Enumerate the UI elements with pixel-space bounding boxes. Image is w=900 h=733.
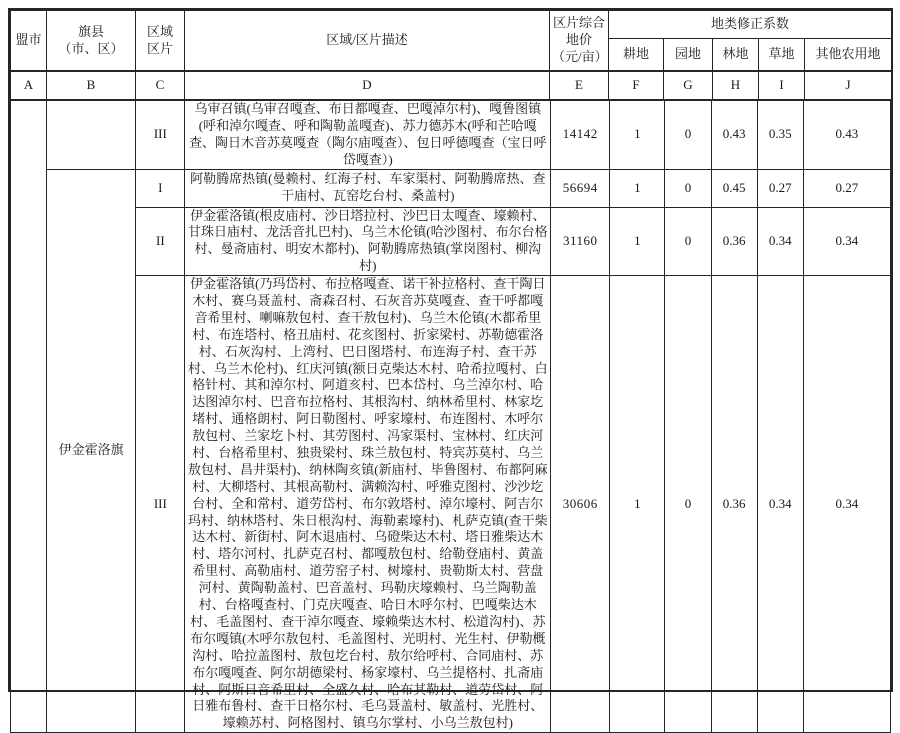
- cell-coeff-cultivated: 1: [610, 276, 665, 733]
- column-letter-h: H: [713, 72, 759, 100]
- cell-price: 31160: [551, 207, 610, 276]
- header-banner-line1: 旗县: [77, 23, 104, 39]
- header-coeff-group: 地类修正系数: [609, 11, 892, 39]
- cell-zone: II: [136, 207, 185, 276]
- header-banner-line2: （市、区）: [58, 40, 124, 56]
- cell-price: 56694: [551, 169, 610, 207]
- table-body: [10, 100, 891, 733]
- cell-coeff-other: 0.43: [803, 101, 890, 170]
- table-row: [11, 207, 891, 276]
- cell-price: 30606: [551, 276, 610, 733]
- header-price-line1: 区片综合: [552, 15, 605, 31]
- cell-zone: III: [136, 276, 185, 733]
- header-zone-line2: 区片: [146, 40, 173, 56]
- column-letter-d: D: [185, 72, 550, 100]
- header-zone-line1: 区域: [146, 23, 173, 39]
- cell-coeff-grassland: 0.34: [757, 276, 803, 733]
- cell-coeff-grassland: 0.34: [757, 207, 803, 276]
- column-letter-g: G: [664, 72, 713, 100]
- cell-coeff-forest: 0.36: [711, 207, 757, 276]
- cell-description: 伊金霍洛镇(根皮庙村、沙日塔拉村、沙巴日太嘎查、壕赖村、甘珠日庙村、龙活音扎巴村)、乌兰木伦镇(哈沙图村、布尔台格村、曼斋庙村、明安木都村)、阿勒腾席热镇(掌岗图村、柳沟村): [185, 207, 551, 276]
- table-row: [11, 169, 891, 207]
- header-price-line3: （元/亩）: [552, 48, 608, 64]
- table-row: [11, 276, 891, 733]
- header-coeff-garden: 园地: [664, 39, 713, 71]
- column-letter-b: B: [47, 72, 136, 100]
- cell-coeff-cultivated: 1: [610, 169, 665, 207]
- cell-zone: III: [136, 101, 185, 170]
- header-league: 盟市: [11, 11, 47, 71]
- header-price: [550, 11, 609, 71]
- cell-description: 乌审召镇(乌审召嘎查、布日都嘎查、巴嘎淖尔村)、嘎鲁图镇(呼和淖尔嘎查、呼和陶勒盖嘎查)、苏力德苏木(呼和芒哈嘎查、陶日木音苏莫嘎查（陶尔庙嘎查）、包日呼德嘎查（宝日呼岱嘎查）): [185, 101, 551, 170]
- cell-price: 14142: [551, 101, 610, 170]
- cell-banner-empty: [47, 101, 136, 170]
- cell-league: [11, 101, 47, 733]
- table-header: [10, 10, 892, 71]
- header-price-line2: 地价: [565, 32, 592, 48]
- cell-coeff-forest: 0.43: [711, 101, 757, 170]
- cell-coeff-cultivated: 1: [610, 101, 665, 170]
- column-letter-i: I: [759, 72, 805, 100]
- header-description: 区域/区片描述: [185, 11, 550, 71]
- land-price-table: [8, 8, 893, 731]
- cell-coeff-other: 0.34: [803, 207, 890, 276]
- cell-coeff-cultivated: 1: [610, 207, 665, 276]
- cell-coeff-grassland: 0.27: [757, 169, 803, 207]
- cell-description: 伊金霍洛镇(乃玛岱村、布拉格嘎查、诺干补拉格村、查干陶日木村、赛乌聂盖村、斋森召村、石灰音苏莫嘎查、查干呼都嘎音希里村、喇嘛敖包村、查干敖包村)、乌兰木伦镇(木都希里村、布连塔村、格丑庙村、花亥图村、折家梁村、苏勒德霍洛村、石灰沟村、上湾村、巴日图塔村、布连海子村、查干苏村、乌兰木伦村)、红庆河镇(额日克柴达木村、哈希拉嘎村、白格针村、其和淖尔村、阿道亥村、巴本岱村、乌兰淖尔村、哈达图淖尔村、巴音布拉格村、其根沟村、纳林希里村、林家圪堵村、通格朗村、阿日勒图村、呼家壕村、布连图村、木呼尔敖包村、兰家圪卜村、其劳图村、冯家渠村、宝林村、红庆河村、台格希里村、独贵梁村、珠兰敖包村、特宾苏莫村、乌兰敖包村、昌井渠村)、纳林陶亥镇(新庙村、毕鲁图村、布都阿麻村、大柳塔村、其根高勒村、满赖沟村、呼雅克图村、沙沙圪台村、全和常村、道劳岱村、布尔敦塔村、淖尔壕村、阿吉尔玛村、纳林塔村、朱日根沟村、海勒素壕村)、札萨克镇(查干柴达木村、新街村、阿木退庙村、乌磴柴达木村、塔日雅柴达木村、塔尔河村、扎萨克召村、都嘎敖包村、给勒登庙村、黄盖希里村、高勒庙村、道劳窑子村、树壕村、贵勒斯太村、营盘河村、黄陶勒盖村、巴音盖村、玛勒庆壕赖村、乌兰陶勒盖村、台格嘎查村、门克庆嘎查、哈日木呼尔村、巴嘎柴达木村、毛盖图村、查干淖尔嘎查、壕赖柴达木村、松道沟村)、苏布尔嘎镇(木呼尔敖包村、毛盖图村、光明村、光生村、伊勒概沟村、哈拉盖图村、敖包圪台村、敖尔给呼村、合同庙村、苏布尔嘎嘎查、阿尔胡德梁村、杨家壕村、乌兰提格村、扎斋庙村、阿斯日音希里村、全盛久村、哈布其勒村、道劳岱村、阿日雅布鲁村、查干日格尔村、毛乌聂盖村、敏盖村、光胜村、壕赖苏村、阿格图村、镇乌尔掌村、小乌兰敖包村): [185, 276, 551, 733]
- cell-coeff-other: 0.27: [803, 169, 890, 207]
- cell-coeff-garden: 0: [665, 207, 711, 276]
- header-coeff-grassland: 草地: [759, 39, 805, 71]
- cell-banner-name: 伊金霍洛旗: [47, 169, 136, 733]
- column-letter-row: [10, 71, 892, 100]
- column-letter-e: E: [550, 72, 609, 100]
- header-coeff-cultivated: 耕地: [609, 39, 664, 71]
- header-row-1: [11, 11, 892, 39]
- header-coeff-other: 其他农用地: [805, 39, 892, 71]
- cell-coeff-garden: 0: [665, 169, 711, 207]
- column-letter-a: A: [11, 72, 47, 100]
- cell-coeff-garden: 0: [665, 101, 711, 170]
- cell-description: 阿勒腾席热镇(曼赖村、红海子村、车家渠村、阿勒腾席热、查干庙村、瓦窑圪台村、桑盖村): [185, 169, 551, 207]
- column-letter-f: F: [609, 72, 664, 100]
- cell-zone: I: [136, 169, 185, 207]
- cell-coeff-grassland: 0.35: [757, 101, 803, 170]
- cell-coeff-forest: 0.36: [711, 276, 757, 733]
- cell-coeff-garden: 0: [665, 276, 711, 733]
- column-letter-j: J: [805, 72, 892, 100]
- header-zone: [136, 11, 185, 71]
- column-letter-c: C: [136, 72, 185, 100]
- header-coeff-forest: 林地: [713, 39, 759, 71]
- table-row: [11, 101, 891, 170]
- header-banner: [47, 11, 136, 71]
- cell-coeff-forest: 0.45: [711, 169, 757, 207]
- table-row: [11, 72, 892, 100]
- cell-coeff-other: 0.34: [803, 276, 890, 733]
